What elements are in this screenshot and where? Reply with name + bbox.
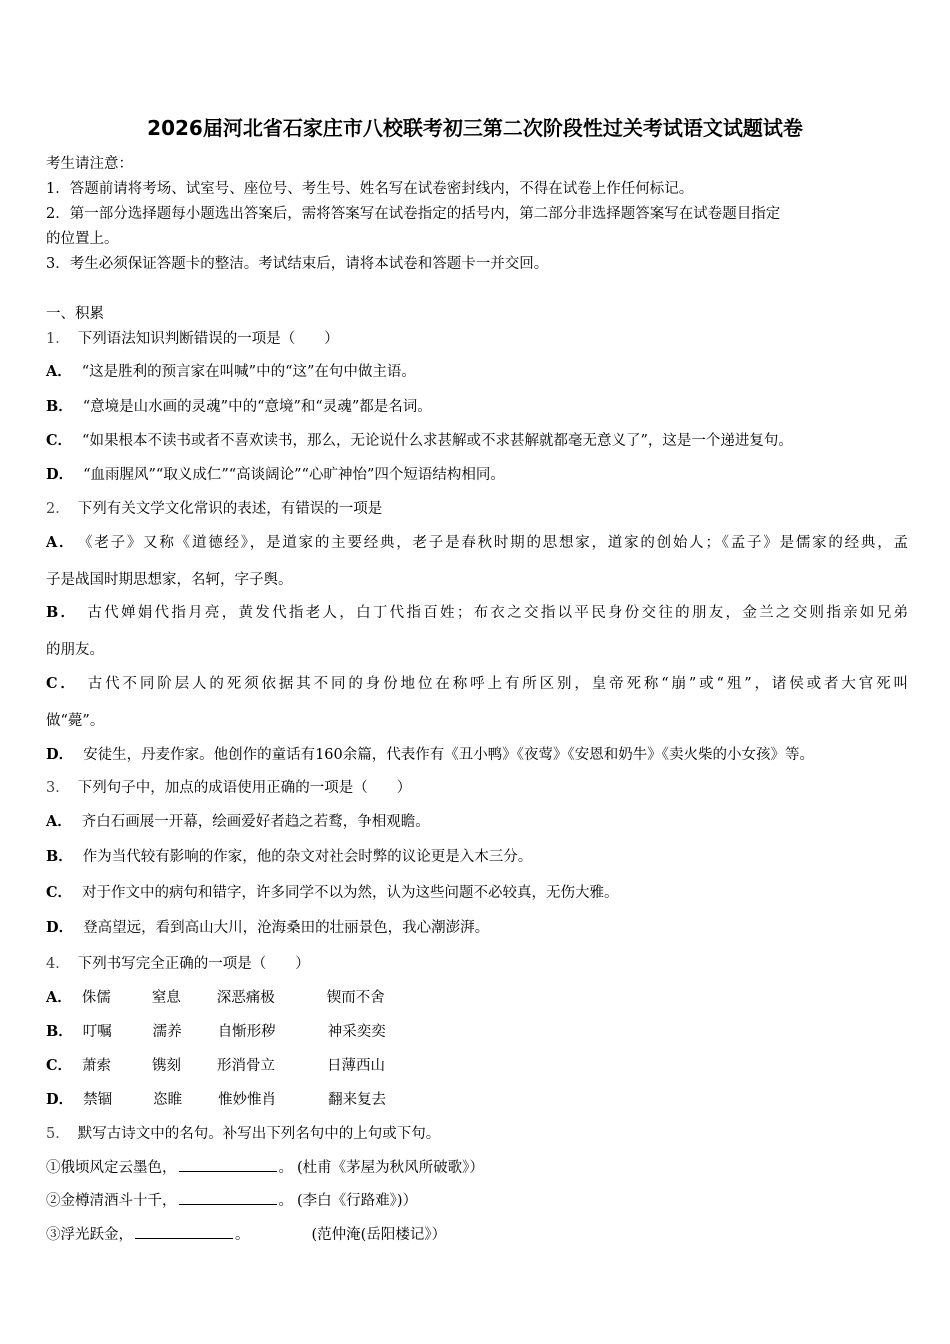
question-number: 1．	[46, 331, 70, 347]
notice-item-2-cont: 的位置上。	[46, 231, 119, 247]
word: 形消骨立	[217, 1058, 276, 1074]
option-label: C．	[46, 884, 73, 901]
blank-end: 。	[278, 1193, 293, 1209]
page-title: 2026届河北省石家庄市八校联考初三第二次阶段性过关考试语文试题试卷	[147, 116, 803, 140]
option-text: “如果根本不读书或者不喜欢读书，那么，无论说什么求甚解或不求甚解就都毫无意义了”，这是一个递进复句。	[82, 433, 793, 449]
option-label: C．	[46, 1057, 73, 1074]
question-number: 3．	[46, 780, 70, 796]
word: 镌刻	[152, 1058, 182, 1074]
word: 萧索	[82, 1058, 112, 1074]
q1-option-c	[46, 429, 793, 450]
question-stem: 默写古诗文中的名句。补写出下列名句中的上句或下句。	[77, 1126, 441, 1142]
question-4	[46, 952, 310, 973]
option-label: A．	[46, 534, 76, 551]
option-label: D．	[46, 919, 74, 936]
option-label: B．	[46, 1023, 73, 1040]
answer-blank[interactable]	[135, 1224, 233, 1239]
answer-blank[interactable]	[179, 1157, 277, 1172]
word: 恣睢	[153, 1092, 183, 1108]
option-text: 齐白石画展一开幕，绘画爱好者趋之若鹜，争相观瞻。	[81, 814, 430, 830]
option-label: D．	[46, 1091, 74, 1108]
question-number: 5．	[46, 1126, 70, 1142]
option-label: B．	[46, 604, 78, 621]
answer-blank[interactable]	[179, 1190, 277, 1205]
poem-source: (杜甫《茅屋为秋风所破歌》）	[297, 1160, 484, 1176]
question-number: 2．	[46, 501, 70, 517]
q3-option-a	[46, 810, 430, 831]
q1-option-d	[46, 463, 505, 484]
option-label: C．	[46, 675, 78, 692]
question-number: 4．	[46, 956, 70, 972]
option-label: B．	[46, 398, 73, 415]
q5-item-2	[46, 1189, 417, 1210]
q2-option-b	[46, 601, 908, 622]
poem-line: ③浮光跃金，	[46, 1227, 133, 1243]
option-text: 古代婵娟代指月亮，黄发代指老人，白丁代指百姓；布衣之交指以平民身份交往的朋友，金兰之交则指亲如兄弟	[87, 605, 908, 621]
word: 锲而不舍	[326, 990, 385, 1006]
word: 深恶痛极	[216, 990, 275, 1006]
question-stem: 下列书写完全正确的一项是（ ）	[77, 956, 310, 972]
q2-option-c	[46, 672, 908, 693]
option-text: “这是胜利的预言家在叫喊”中的“这”在句中做主语。	[81, 364, 416, 380]
blank-end: 。	[278, 1160, 293, 1176]
question-5	[46, 1122, 440, 1143]
q5-item-1	[46, 1156, 484, 1177]
q2-option-b-cont: 的朋友。	[46, 642, 104, 658]
word: 禁锢	[83, 1092, 113, 1108]
option-text: 登高望远，看到高山大川，沧海桑田的壮丽景色，我心潮澎湃。	[83, 920, 490, 936]
word: 叮嘱	[82, 1024, 112, 1040]
poem-line: ①俄顷风定云墨色，	[46, 1160, 177, 1176]
poem-source: (李白《行路难》)）	[297, 1193, 418, 1209]
q1-option-b	[46, 395, 432, 416]
q2-option-c-cont: 做“薨”。	[46, 713, 105, 729]
option-label: A．	[46, 363, 72, 380]
question-stem: 下列有关文学文化常识的表述，有错误的一项是	[77, 501, 383, 517]
word: 翻来复去	[328, 1092, 387, 1108]
option-text: “意境是山水画的灵魂”中的“意境”和“灵魂”都是名词。	[82, 399, 432, 415]
q4-option-b	[46, 1020, 386, 1041]
q1-option-a	[46, 360, 416, 381]
word: 自惭形秽	[217, 1024, 276, 1040]
word: 日薄西山	[327, 1058, 386, 1074]
option-text: “血雨腥风”“取义成仁”“高谈阔论”“心旷神怡”四个短语结构相同。	[83, 467, 505, 483]
option-text: 安徒生，丹麦作家。他创作的童话有160余篇，代表作有《丑小鸭》《夜莺》《安恩和奶牛》《卖火柴的小女孩》等。	[83, 747, 814, 763]
blank-end: 。	[235, 1227, 250, 1243]
option-label: A．	[46, 989, 72, 1006]
poem-source: (范仲淹(岳阳楼记》）	[311, 1227, 447, 1243]
question-3	[46, 776, 411, 797]
option-label: B．	[46, 848, 73, 865]
notice-item-2: 2．第一部分选择题每小题选出答案后，需将答案写在试卷指定的括号内，第二部分非选择题答案写在试卷题目指定	[46, 206, 781, 222]
question-stem: 下列语法知识判断错误的一项是（ ）	[77, 331, 339, 347]
notice-heading: 考生请注意：	[46, 156, 133, 172]
q2-option-d	[46, 743, 814, 764]
q5-item-3	[46, 1223, 446, 1244]
word: 濡养	[152, 1024, 182, 1040]
question-1	[46, 327, 339, 348]
q3-option-c	[46, 881, 619, 902]
q3-option-b	[46, 845, 532, 866]
option-label: A．	[46, 813, 72, 830]
option-label: D．	[46, 466, 74, 483]
option-text: 作为当代较有影响的作家，他的杂文对社会时弊的议论更是入木三分。	[82, 849, 533, 865]
question-2	[46, 497, 382, 518]
notice-item-3: 3．考生必须保证答题卡的整洁。考试结束后，请将本试卷和答题卡一并交回。	[46, 256, 549, 272]
q4-option-d	[46, 1088, 386, 1109]
option-label: C．	[46, 432, 73, 449]
word: 神采奕奕	[327, 1024, 386, 1040]
q2-option-a-cont: 子是战国时期思想家，名轲，字子舆。	[46, 572, 293, 588]
notice-item-1: 1．答题前请将考场、试室号、座位号、考生号、姓名写在试卷密封线内，不得在试卷上作任何标记。	[46, 181, 694, 197]
q4-option-c	[46, 1054, 385, 1075]
question-stem: 下列句子中，加点的成语使用正确的一项是（ ）	[77, 780, 412, 796]
option-text: 古代不同阶层人的死须依据其不同的身份地位在称呼上有所区别，皇帝死称“崩”或“殂”，诸侯或者大官死叫	[87, 676, 908, 692]
q4-option-a	[46, 986, 385, 1007]
word: 侏儒	[81, 990, 111, 1006]
option-text: 对于作文中的病句和错字，许多同学不以为然，认为这些问题不必较真，无伤大雅。	[82, 885, 619, 901]
q3-option-d	[46, 916, 489, 937]
section-heading: 一、积累	[46, 306, 104, 322]
word: 惟妙惟肖	[218, 1092, 277, 1108]
word: 窒息	[151, 990, 181, 1006]
option-label: D．	[46, 746, 74, 763]
q2-option-a	[46, 531, 908, 552]
poem-line: ②金樽清酒斗十千，	[46, 1193, 177, 1209]
option-text: 《老子》又称《道德经》，是道家的主要经典，老子是春秋时期的思想家，道家的创始人；《孟子》是儒家的经典，孟	[85, 535, 908, 551]
